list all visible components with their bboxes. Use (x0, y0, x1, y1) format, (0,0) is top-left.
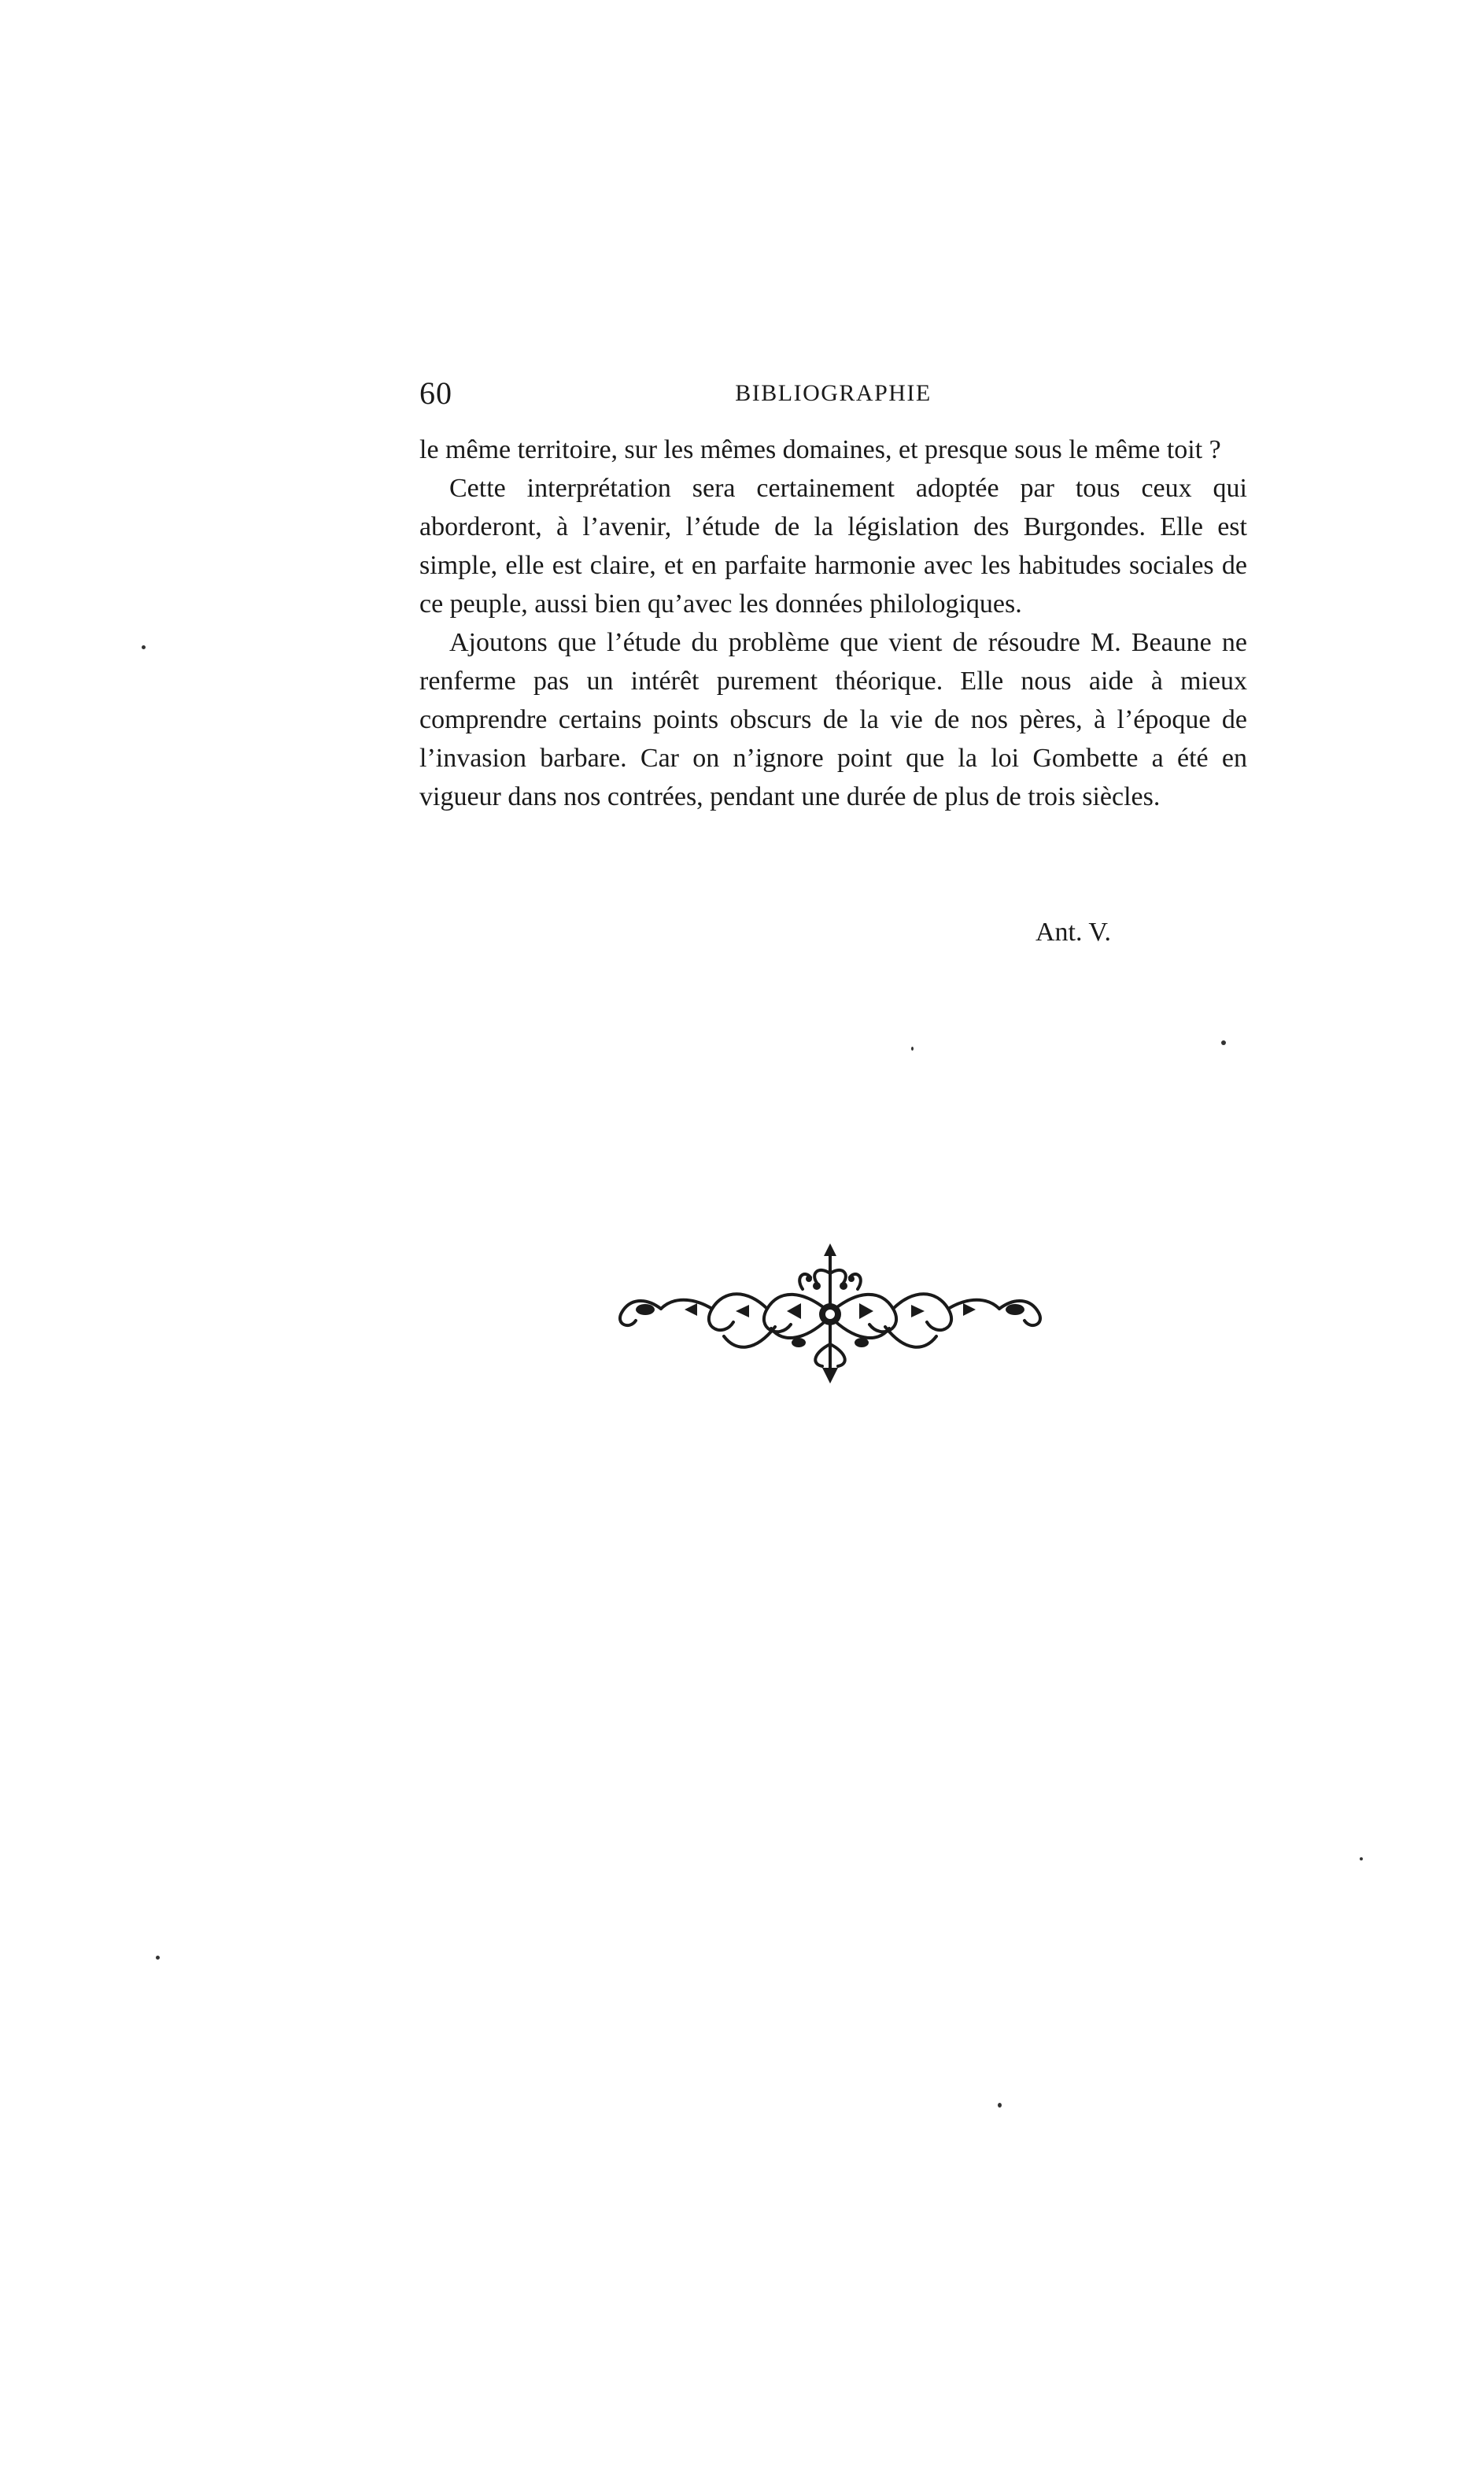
running-head: BIBLIOGRAPHIE (735, 380, 932, 406)
scan-speck (998, 2103, 1002, 2108)
paragraph-continued: le même territoire, sur les mêmes domaines, et presque sous le même toit ? (419, 435, 1221, 464)
scan-speck (911, 1047, 914, 1051)
paragraph: Ajoutons que l’étude du problème que vient de résoudre M. Beaune ne renferme pas un intérêt purement théorique. Elle nous aide à mieux comprendre certains points obscurs de la vie de nos pères, à l’époque de l’invasion barbare. Car on n’ignore point que la loi Gombette a été en vigueur dans nos contrées, pendant une durée de plus de trois siècles. (419, 628, 1247, 811)
page-header (419, 370, 1247, 417)
scan-speck (1221, 1040, 1226, 1045)
scan-speck (1360, 1857, 1363, 1860)
author-signature: Ant. V. (1035, 918, 1111, 947)
paragraph: Cette interprétation sera certainement adoptée par tous ceux qui aborderont, à l’avenir, l’étude de la législation des Burgondes. Elle est simple, elle est claire, et en parfaite harmonie avec les habitudes sociales de ce peuple, aussi bien qu’avec les données philologiques. (419, 474, 1247, 619)
floral-vignette-icon (598, 1242, 1062, 1384)
page-number: 60 (419, 375, 452, 411)
scan-speck (156, 1956, 160, 1960)
body-text (419, 430, 1247, 816)
scan-speck (142, 645, 146, 649)
